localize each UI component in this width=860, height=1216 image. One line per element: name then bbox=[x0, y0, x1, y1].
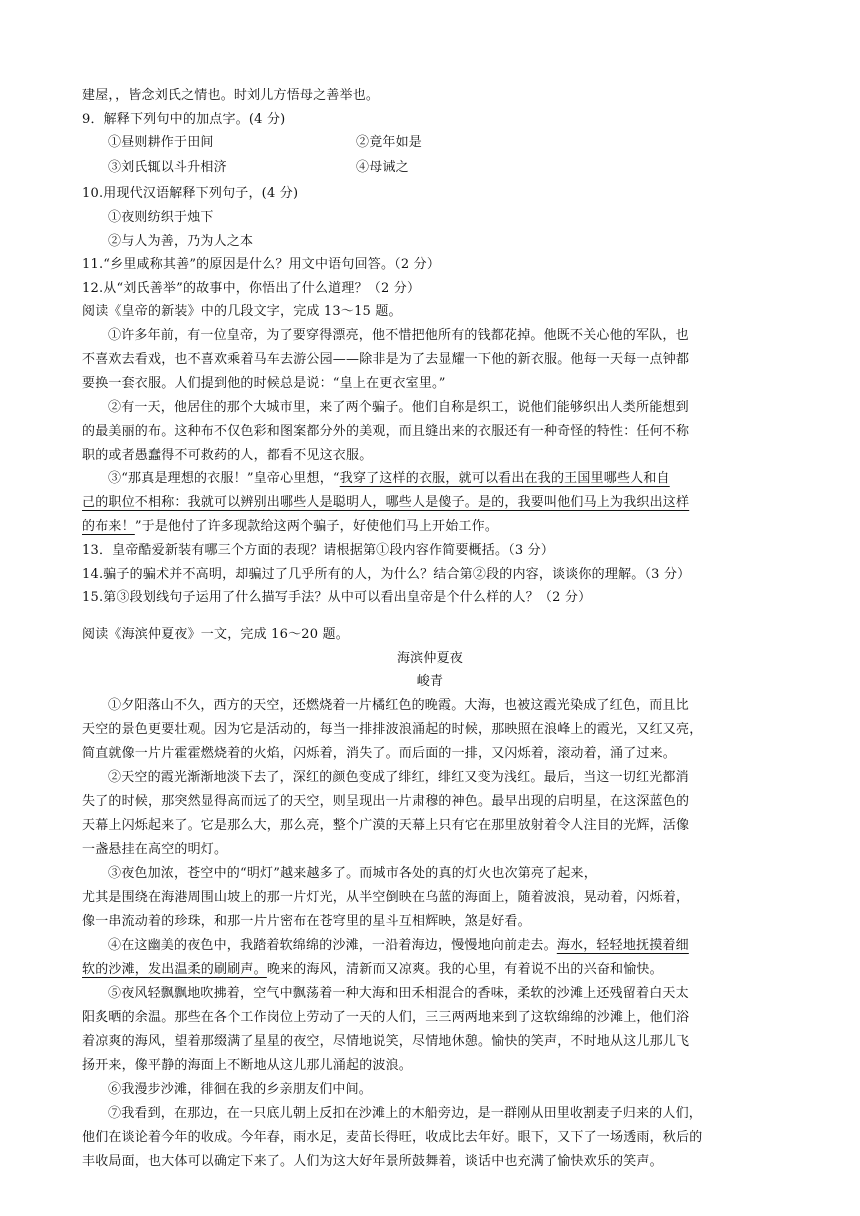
para-line: 的最美丽的布。这种布不仅色彩和图案都分外的美观，而且缝出来的衣服还有一种奇怪的特性：任何不称 bbox=[82, 424, 690, 439]
para-line: 天幕上闪烁起来了。它是那么大，那么亮，整个广漠的天幕上只有它在那里放射着令人注目的光辉，活像 bbox=[82, 818, 690, 833]
para-line: 丰收局面，也大体可以确定下来了。人们为这大好年景所鼓舞着，谈话中也充满了愉快欢乐的笑声。 bbox=[82, 1154, 663, 1169]
para-line: ⑤夜风轻飘飘地吹拂着，空气中飘荡着一种大海和田禾相混合的香味，柔软的沙滩上还残留着白天太 bbox=[108, 986, 689, 1001]
para-line bbox=[108, 467, 808, 491]
question-12: 12.从“刘氏善举”的故事中，你悟出了什么道理？（2 分） bbox=[82, 281, 421, 296]
para-line: ⑥我漫步沙滩，徘徊在我的乡亲朋友们中间。 bbox=[108, 1082, 373, 1097]
para-line: 阳炙晒的余温。那些在各个工作岗位上劳动了一天的人们，三三两两地来到了这软绵绵的沙滩上，他们浴 bbox=[82, 1010, 690, 1025]
para-line: 失了的时候，那突然显得高而远了的天空，则呈现出一片肃穆的神色。最早出现的启明星，在这深蓝色的 bbox=[82, 794, 690, 809]
para-line: ②有一天，他居住的那个大城市里，来了两个骗子。他们自称是织工，说他们能够织出人类所能想到 bbox=[108, 400, 689, 415]
para-line: 要换一套衣服。人们提到他的时候总是说：“皇上在更衣室里。” bbox=[82, 376, 446, 391]
reading-intro-2: 阅读《海滨仲夏夜》一文，完成 16～20 题。 bbox=[82, 627, 349, 642]
text-line: 建屋，，皆念刘氏之情也。时刘儿方悟母之善举也。 bbox=[82, 88, 380, 103]
underlined-sentence: 软的沙滩，发出温柔的刷刷声。 bbox=[82, 962, 267, 977]
q9-item3: ③刘氏辄以斗升相济 bbox=[108, 160, 227, 175]
question-13: 13．皇帝酷爱新装有哪三个方面的表现？请根据第①段内容作简要概括。（3 分） bbox=[82, 543, 555, 558]
article-title: 海滨仲夏夜 bbox=[396, 651, 463, 666]
para-line: ①夕阳落山不久，西方的天空，还燃烧着一片橘红色的晚霞。大海，也被这霞光染成了红色，而且比 bbox=[108, 698, 689, 713]
para-line: 不喜欢去看戏，也不喜欢乘着马车去游公园——除非是为了去显耀一下他的新衣服。他每一天每一点钟都 bbox=[82, 352, 690, 367]
q9-row1 bbox=[108, 131, 758, 155]
para-line bbox=[82, 515, 782, 539]
para-line: 一盏悬挂在高空的明灯。 bbox=[82, 842, 228, 857]
para-line: ②天空的霞光渐渐地淡下去了，深红的颜色变成了绯红，绯红又变为浅红。最后，当这一切红光都消 bbox=[108, 770, 689, 785]
q9-row2 bbox=[108, 156, 758, 180]
question-14: 14.骗子的骗术并不高明，却骗过了几乎所有的人，为什么？结合第②段的内容，谈谈你的理解。（3 分） bbox=[82, 567, 691, 582]
para-line: 像一串流动着的珍珠，和那一片片密布在苍穹里的星斗互相辉映，煞是好看。 bbox=[82, 914, 531, 929]
underlined-sentence: 我穿了这样的衣服，就可以看出在我的王国里哪些人和自 bbox=[339, 471, 670, 486]
para-line: 尤其是围绕在海港周围山坡上的那一片灯光，从半空倒映在乌蓝的海面上，随着波浪，晃动着，闪烁着， bbox=[82, 890, 690, 905]
question-9: 9．解释下列句中的加点字。(4 分) bbox=[82, 112, 286, 127]
para-line bbox=[108, 934, 808, 958]
para-line: 天空的景色更要壮观。因为它是活动的，每当一排排波浪涌起的时候，那映照在浪峰上的霞光，又红又亮， bbox=[82, 722, 703, 737]
question-10: 10.用现代汉语解释下列句子，(4 分) bbox=[82, 186, 299, 201]
para-text: ③“那真是理想的衣服！”皇帝心里想，“ bbox=[108, 471, 340, 486]
para-line: 职的或者愚蠢得不可救药的人，都看不见这衣服。 bbox=[82, 448, 373, 463]
para-line: ⑦我看到，在那边，在一只底儿朝上反扣在沙滩上的木船旁边，是一群刚从田里收割麦子归来的人们， bbox=[108, 1106, 703, 1121]
para-line: ③夜色加浓，苍空中的“明灯”越来越多了。而城市各处的真的灯火也次第亮了起来， bbox=[108, 866, 597, 881]
para-line bbox=[82, 958, 782, 982]
q10-item2: ②与人为善，乃为人之本 bbox=[108, 234, 254, 249]
question-11: 11.“乡里咸称其善”的原因是什么？用文中语句回答。（2 分） bbox=[82, 257, 441, 272]
q10-item1: ①夜则纺织于烛下 bbox=[108, 210, 214, 225]
q9-item2: ②竟年如是 bbox=[356, 135, 423, 150]
para-line: 着凉爽的海风，望着那缀满了星星的夜空，尽情地说笑，尽情地休憩。愉快的笑声，不时地从这儿那儿飞 bbox=[82, 1034, 690, 1049]
para-line: ①许多年前，有一位皇帝，为了要穿得漂亮，他不惜把他所有的钱都花掉。他既不关心他的军队，也 bbox=[108, 328, 689, 343]
para-line: 扬开来，像平静的海面上不断地从这儿那儿涌起的波浪。 bbox=[82, 1058, 413, 1073]
reading-intro-1: 阅读《皇帝的新装》中的几段文字，完成 13～15 题。 bbox=[82, 304, 402, 319]
q9-item1: ①昼则耕作于田间 bbox=[108, 135, 214, 150]
underlined-sentence: 己的职位不相称：我就可以辨别出哪些人是聪明人，哪些人是傻子。是的，我要叫他们马上为我织出这样 bbox=[82, 495, 690, 510]
underlined-sentence: 的布来！ bbox=[82, 519, 135, 534]
para-line: 他们在谈论着今年的收成。今年春，雨水足，麦苗长得旺，收成比去年好。眼下，又下了一场透雨，秋后的 bbox=[82, 1130, 703, 1145]
question-15: 15.第③段划线句子运用了什么描写手法？从中可以看出皇帝是个什么样的人？（2 分） bbox=[82, 590, 592, 605]
article-author: 峻青 bbox=[416, 674, 444, 689]
underlined-sentence: 海水，轻轻地抚摸着细 bbox=[556, 938, 689, 953]
para-line: 简直就像一片片霍霍燃烧着的火焰，闪烁着，消失了。而后面的一排，又闪烁着，滚动着，涌了过来。 bbox=[82, 746, 677, 761]
para-text: ”于是他付了许多现款给这两个骗子，好使他们马上开始工作。 bbox=[134, 519, 499, 534]
para-text: ④在这幽美的夜色中，我踏着软绵绵的沙滩，一沿着海边，慢慢地向前走去。 bbox=[108, 938, 557, 953]
para-text: 晚来的海风，清新而又凉爽。我的心里，有着说不出的兴奋和愉快。 bbox=[266, 962, 663, 977]
q9-item4: ④母诫之 bbox=[356, 160, 409, 175]
